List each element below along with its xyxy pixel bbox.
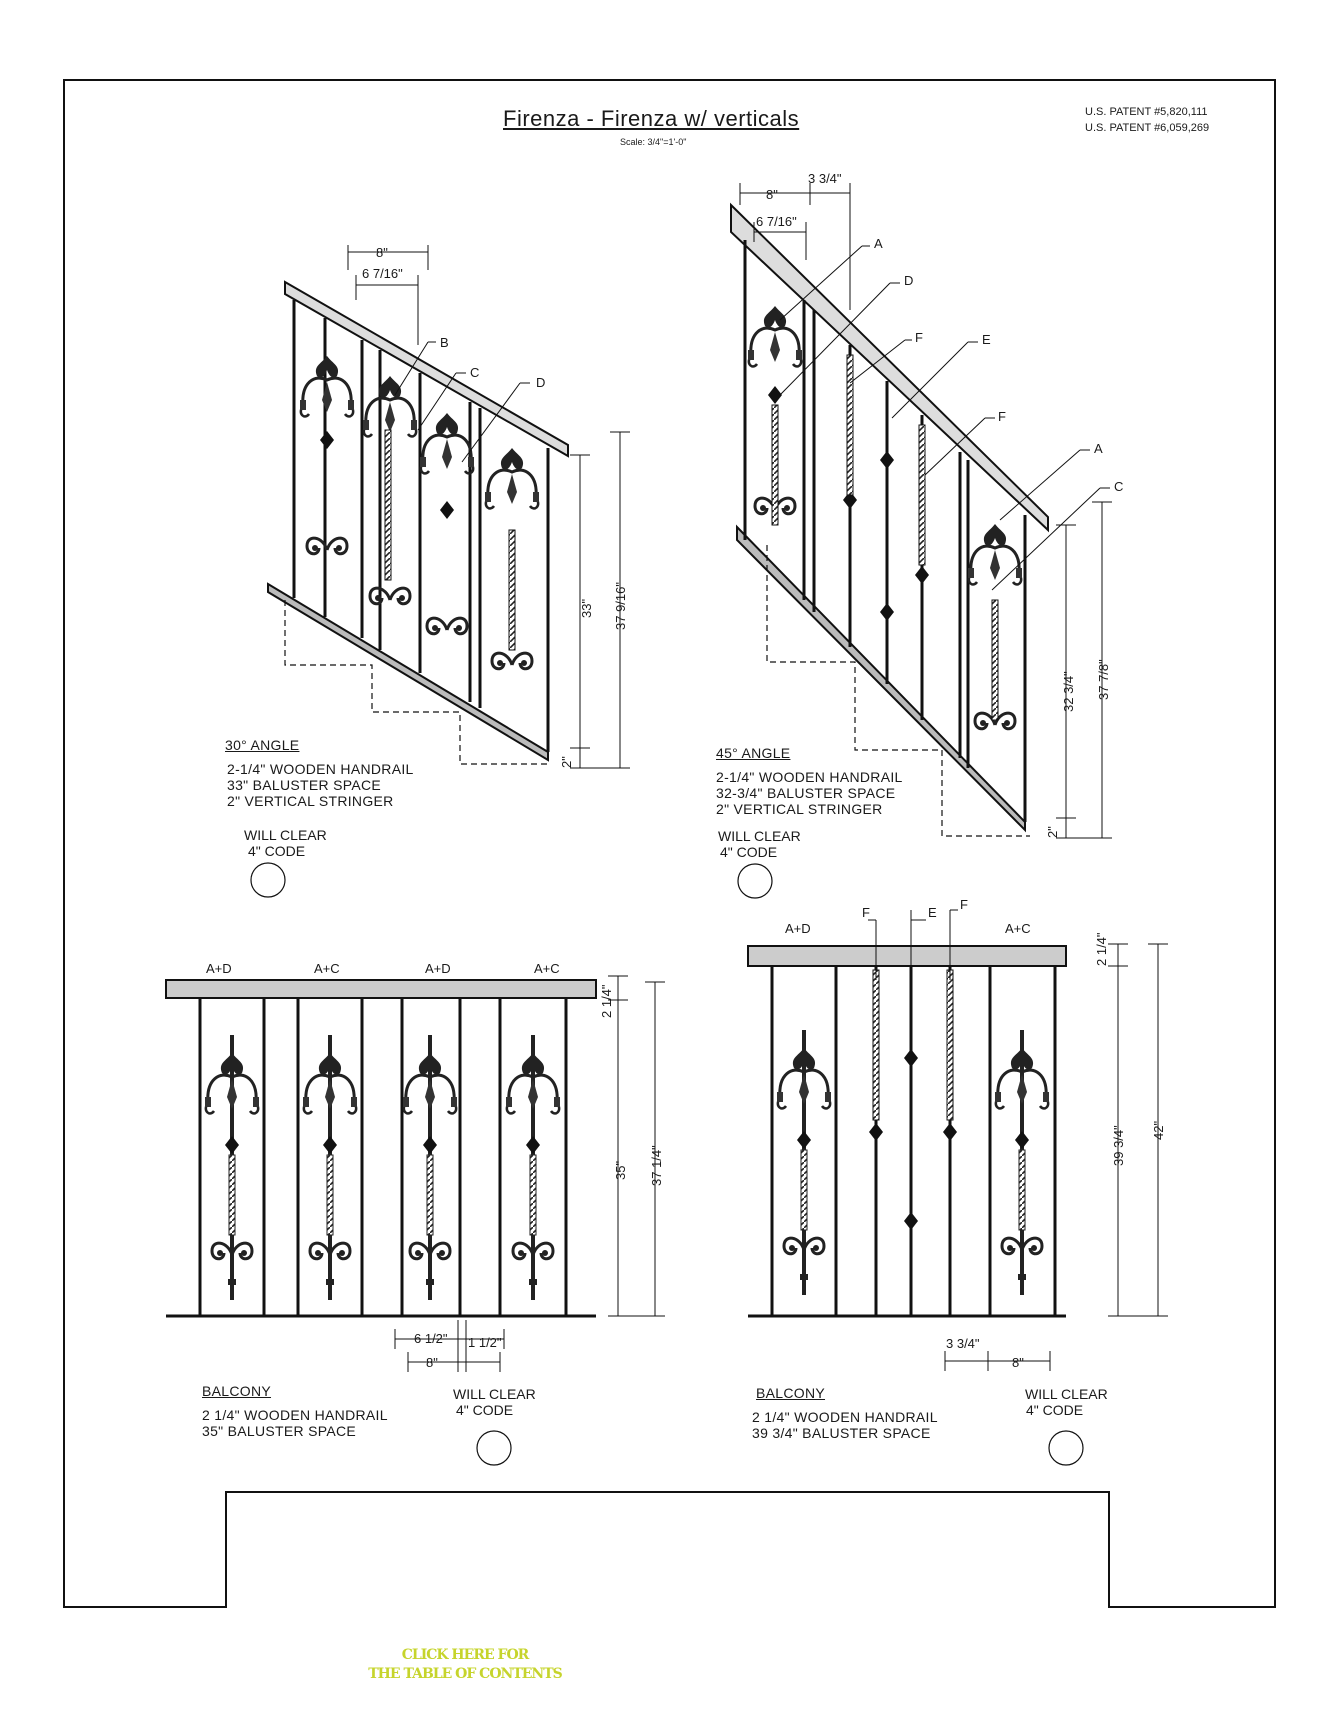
balcony-right-dim-42: 42" — [1151, 1120, 1166, 1140]
stair30-dim-8: 8" — [376, 245, 388, 260]
stair-30-elevation — [268, 245, 630, 768]
balcony-left-dim-6-1-2: 6 1/2" — [414, 1331, 448, 1346]
stair30-spec-3: 2" VERTICAL STRINGER — [227, 793, 394, 809]
toc-link-line-2[interactable]: THE TABLE OF CONTENTS — [368, 1665, 562, 1682]
balcony-left-label-3: A+D — [425, 961, 451, 976]
patent-number-2: U.S. PATENT #6,059,269 — [1085, 122, 1210, 134]
balcony-left-label-2: A+C — [314, 961, 340, 976]
stair45-dim-3-3-4: 3 3/4" — [808, 171, 842, 186]
balcony-left-code-1: WILL CLEAR — [453, 1386, 536, 1402]
balcony-right-dim-39-3-4: 39 3/4" — [1111, 1125, 1126, 1166]
stair45-callout-a-top: A — [874, 236, 883, 251]
balcony-right-elevation — [748, 910, 1168, 1371]
stair45-spec-3: 2" VERTICAL STRINGER — [716, 801, 883, 817]
balcony-left-code-2: 4" CODE — [456, 1402, 514, 1418]
code-circle-45 — [738, 864, 772, 898]
toc-link-line-1[interactable]: CLICK HERE FOR — [401, 1647, 529, 1663]
balcony-left-spec-2: 35" BALUSTER SPACE — [202, 1423, 357, 1439]
balcony-left-dim-8: 8" — [426, 1355, 438, 1370]
stair45-heading: 45° ANGLE — [716, 745, 791, 761]
stair45-callout-f-1: F — [915, 330, 923, 345]
stair30-callout-c: C — [470, 365, 480, 380]
balcony-right-callout-f-2: F — [960, 897, 968, 912]
stair30-dim-6-7-16: 6 7/16" — [362, 266, 403, 281]
stair45-callout-f-2: F — [998, 409, 1006, 424]
balcony-left-spec-1: 2 1/4" WOODEN HANDRAIL — [202, 1407, 388, 1423]
stair30-code-1: WILL CLEAR — [244, 827, 327, 843]
stair30-dim-37-9-16: 37 9/16" — [613, 582, 628, 630]
table-of-contents-link[interactable] — [300, 1646, 630, 1684]
balcony-left-dim-37-1-4: 37 1/4" — [649, 1145, 664, 1186]
balcony-right-label-1: A+D — [785, 921, 811, 936]
balcony-right-heading: BALCONY — [756, 1385, 826, 1401]
stair30-spec-1: 2-1/4" WOODEN HANDRAIL — [227, 761, 414, 777]
balcony-right-dim-2-1-4: 2 1/4" — [1094, 932, 1109, 966]
stair45-spec-2: 32-3/4" BALUSTER SPACE — [716, 785, 896, 801]
stair45-dim-6-7-16: 6 7/16" — [756, 214, 797, 229]
balcony-left-label-1: A+D — [206, 961, 232, 976]
balcony-right-dim-8: 8" — [1012, 1355, 1024, 1370]
stair45-dim-37-7-8: 37 7/8" — [1096, 659, 1111, 700]
balcony-right-spec-1: 2 1/4" WOODEN HANDRAIL — [752, 1409, 938, 1425]
balcony-right-label-2: A+C — [1005, 921, 1031, 936]
stair-45-elevation — [731, 183, 1112, 838]
drawing-scale: Scale: 3/4"=1'-0" — [620, 137, 687, 147]
stair30-spec-2: 33" BALUSTER SPACE — [227, 777, 382, 793]
balcony-right-code-2: 4" CODE — [1026, 1402, 1084, 1418]
stair30-dim-2: 2" — [559, 756, 574, 768]
stair45-callout-e: E — [982, 332, 991, 347]
balcony-right-spec-2: 39 3/4" BALUSTER SPACE — [752, 1425, 931, 1441]
stair45-dim-2: 2" — [1045, 826, 1060, 838]
patent-number-1: U.S. PATENT #5,820,111 — [1085, 106, 1208, 118]
stair30-callout-b: B — [440, 335, 449, 350]
code-circle-30 — [251, 863, 285, 897]
stair45-dim-8: 8" — [766, 187, 778, 202]
balcony-left-dim-2-1-4: 2 1/4" — [599, 984, 614, 1018]
balcony-left-heading: BALCONY — [202, 1383, 272, 1399]
code-circle-balcony-left — [477, 1431, 511, 1465]
stair45-callout-d: D — [904, 273, 914, 288]
stair45-code-1: WILL CLEAR — [718, 828, 801, 844]
stair45-dim-32-3-4: 32 3/4" — [1061, 671, 1076, 712]
stair30-heading: 30° ANGLE — [225, 737, 300, 753]
stair45-spec-1: 2-1/4" WOODEN HANDRAIL — [716, 769, 903, 785]
stair45-callout-c: C — [1114, 479, 1124, 494]
stair45-callout-a-bottom: A — [1094, 441, 1103, 456]
balcony-right-code-1: WILL CLEAR — [1025, 1386, 1108, 1402]
stair30-code-2: 4" CODE — [248, 843, 306, 859]
balcony-right-callout-e: E — [928, 905, 937, 920]
code-circle-balcony-right — [1049, 1431, 1083, 1465]
balcony-right-dim-3-3-4: 3 3/4" — [946, 1336, 980, 1351]
stair45-code-2: 4" CODE — [720, 844, 778, 860]
balcony-left-label-4: A+C — [534, 961, 560, 976]
balcony-left-dim-35: 35" — [613, 1160, 628, 1180]
balcony-left-dim-1-1-2: 1 1/2" — [468, 1335, 502, 1350]
balcony-left-elevation — [166, 976, 665, 1372]
balcony-right-callout-f-1: F — [862, 905, 870, 920]
drawing-title: Firenza - Firenza w/ verticals — [503, 106, 800, 131]
stair30-dim-33: 33" — [579, 598, 594, 618]
stair30-callout-d: D — [536, 375, 546, 390]
